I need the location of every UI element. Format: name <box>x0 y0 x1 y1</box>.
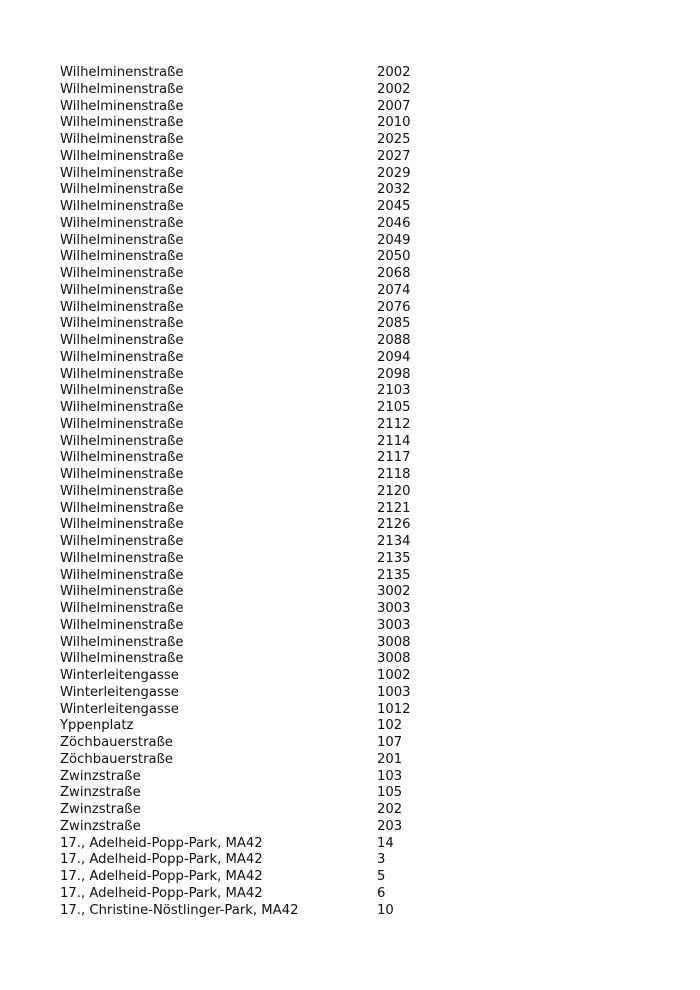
list-row <box>60 852 660 869</box>
entry-number: 107 <box>377 735 403 750</box>
entry-number: 202 <box>377 802 403 817</box>
entry-number: 2118 <box>377 467 411 482</box>
street-name: Wilhelminenstraße <box>60 81 184 97</box>
entry-number: 3 <box>377 852 386 868</box>
entry-number: 2117 <box>377 450 411 466</box>
street-name: Zwinzstraße <box>60 818 141 834</box>
list-row <box>60 484 660 501</box>
list-row <box>60 635 660 652</box>
street-name: Wilhelminenstraße <box>60 433 184 449</box>
list-row <box>60 99 660 116</box>
street-name: Wilhelminenstraße <box>60 148 184 164</box>
street-name: 17., Adelheid-Popp-Park, MA42 <box>60 852 263 868</box>
entry-number: 2135 <box>377 567 411 583</box>
list-row <box>60 886 660 903</box>
entry-number: 203 <box>377 818 403 834</box>
entry-number: 2027 <box>377 148 411 164</box>
entry-number: 2007 <box>377 98 411 114</box>
address-list <box>60 65 660 919</box>
street-name: Wilhelminenstraße <box>60 165 184 181</box>
list-row <box>60 802 660 819</box>
street-name: Wilhelminenstraße <box>60 416 184 432</box>
entry-number: 2068 <box>377 266 411 281</box>
entry-number: 2088 <box>377 333 411 348</box>
street-name: Wilhelminenstraße <box>60 500 184 516</box>
list-row <box>60 601 660 618</box>
entry-number: 2049 <box>377 232 411 248</box>
list-row <box>60 836 660 853</box>
entry-number: 2002 <box>377 81 411 97</box>
street-name: Wilhelminenstraße <box>60 316 184 332</box>
entry-number: 2085 <box>377 316 411 332</box>
entry-number: 2126 <box>377 517 411 533</box>
entry-number: 2098 <box>377 366 411 382</box>
list-row <box>60 283 660 300</box>
list-row <box>60 869 660 886</box>
list-row <box>60 434 660 451</box>
list-row <box>60 132 660 149</box>
street-name: Wilhelminenstraße <box>60 550 184 566</box>
list-row <box>60 300 660 317</box>
street-name: Zwinzstraße <box>60 785 141 801</box>
street-name: 17., Adelheid-Popp-Park, MA42 <box>60 835 263 851</box>
street-name: Wilhelminenstraße <box>60 349 184 365</box>
entry-number: 2112 <box>377 416 411 432</box>
street-name: Wilhelminenstraße <box>60 601 184 616</box>
entry-number: 1012 <box>377 701 411 717</box>
street-name: Wilhelminenstraße <box>60 651 184 667</box>
street-name: 17., Adelheid-Popp-Park, MA42 <box>60 869 263 884</box>
entry-number: 2120 <box>377 483 411 499</box>
entry-number: 2010 <box>377 115 411 131</box>
street-name: Wilhelminenstraße <box>60 333 184 348</box>
list-row <box>60 769 660 786</box>
entry-number: 2103 <box>377 383 411 399</box>
street-name: Wilhelminenstraße <box>60 534 184 549</box>
list-row <box>60 65 660 82</box>
street-name: Wilhelminenstraße <box>60 182 184 198</box>
street-name: Zöchbauerstraße <box>60 735 174 750</box>
list-row <box>60 216 660 233</box>
street-name: Wilhelminenstraße <box>60 517 184 533</box>
street-name: Wilhelminenstraße <box>60 199 184 214</box>
list-row <box>60 785 660 802</box>
entry-number: 2094 <box>377 349 411 365</box>
street-name: Wilhelminenstraße <box>60 215 184 231</box>
list-row <box>60 417 660 434</box>
entry-number: 2134 <box>377 534 411 549</box>
entry-number: 105 <box>377 785 403 801</box>
entry-number: 3008 <box>377 634 411 650</box>
list-row <box>60 400 660 417</box>
street-name: Wilhelminenstraße <box>60 383 184 399</box>
list-row <box>60 903 660 920</box>
list-row <box>60 333 660 350</box>
list-row <box>60 199 660 216</box>
list-row <box>60 501 660 518</box>
street-name: Wilhelminenstraße <box>60 232 184 248</box>
street-name: Yppenplatz <box>60 718 134 734</box>
list-row <box>60 115 660 132</box>
entry-number: 2074 <box>377 282 411 298</box>
entry-number: 3003 <box>377 617 411 633</box>
street-name: Winterleitengasse <box>60 668 179 683</box>
list-row <box>60 685 660 702</box>
list-row <box>60 568 660 585</box>
list-row <box>60 551 660 568</box>
list-row <box>60 752 660 769</box>
street-name: Wilhelminenstraße <box>60 584 184 600</box>
entry-number: 201 <box>377 751 403 767</box>
street-name: Zöchbauerstraße <box>60 751 174 767</box>
street-name: Wilhelminenstraße <box>60 249 184 265</box>
street-name: Wilhelminenstraße <box>60 366 184 382</box>
entry-number: 2029 <box>377 165 411 181</box>
entry-number: 2046 <box>377 215 411 231</box>
entry-number: 102 <box>377 718 403 734</box>
list-row <box>60 534 660 551</box>
entry-number: 14 <box>377 835 394 851</box>
entry-number: 2105 <box>377 400 411 415</box>
street-name: Wilhelminenstraße <box>60 282 184 298</box>
street-name: Wilhelminenstraße <box>60 450 184 466</box>
list-row <box>60 651 660 668</box>
entry-number: 2114 <box>377 433 411 449</box>
list-row <box>60 668 660 685</box>
entry-number: 1003 <box>377 684 411 700</box>
list-row <box>60 702 660 719</box>
street-name: Winterleitengasse <box>60 684 179 700</box>
list-row <box>60 182 660 199</box>
street-name: Wilhelminenstraße <box>60 115 184 131</box>
entry-number: 1002 <box>377 668 411 683</box>
entry-number: 2025 <box>377 132 411 147</box>
entry-number: 2135 <box>377 550 411 566</box>
street-name: Zwinzstraße <box>60 802 141 817</box>
entry-number: 5 <box>377 869 386 884</box>
list-row <box>60 316 660 333</box>
entry-number: 103 <box>377 768 403 784</box>
list-row <box>60 735 660 752</box>
list-row <box>60 82 660 99</box>
street-name: Wilhelminenstraße <box>60 467 184 482</box>
entry-number: 3008 <box>377 651 411 667</box>
street-name: Zwinzstraße <box>60 768 141 784</box>
list-row <box>60 718 660 735</box>
entry-number: 3002 <box>377 584 411 600</box>
list-row <box>60 266 660 283</box>
street-name: Wilhelminenstraße <box>60 567 184 583</box>
list-row <box>60 149 660 166</box>
entry-number: 2121 <box>377 500 411 516</box>
street-name: Wilhelminenstraße <box>60 400 184 415</box>
list-row <box>60 383 660 400</box>
list-row <box>60 233 660 250</box>
list-row <box>60 584 660 601</box>
list-row <box>60 350 660 367</box>
entry-number: 6 <box>377 885 386 901</box>
list-row <box>60 367 660 384</box>
street-name: Wilhelminenstraße <box>60 132 184 147</box>
street-name: Wilhelminenstraße <box>60 617 184 633</box>
list-row <box>60 517 660 534</box>
street-name: Wilhelminenstraße <box>60 65 184 80</box>
list-row <box>60 450 660 467</box>
entry-number: 2002 <box>377 65 411 80</box>
list-row <box>60 618 660 635</box>
entry-number: 10 <box>377 902 394 918</box>
street-name: Wilhelminenstraße <box>60 98 184 114</box>
list-row <box>60 249 660 266</box>
list-row <box>60 467 660 484</box>
list-row <box>60 166 660 183</box>
street-name: 17., Adelheid-Popp-Park, MA42 <box>60 885 263 901</box>
street-name: Wilhelminenstraße <box>60 299 184 315</box>
entry-number: 3003 <box>377 601 411 616</box>
entry-number: 2050 <box>377 249 411 265</box>
entry-number: 2032 <box>377 182 411 198</box>
entry-number: 2045 <box>377 199 411 214</box>
entry-number: 2076 <box>377 299 411 315</box>
street-name: 17., Christine-Nöstlinger-Park, MA42 <box>60 902 299 918</box>
street-name: Wilhelminenstraße <box>60 634 184 650</box>
street-name: Wilhelminenstraße <box>60 266 184 281</box>
list-row <box>60 819 660 836</box>
street-name: Wilhelminenstraße <box>60 483 184 499</box>
street-name: Winterleitengasse <box>60 701 179 717</box>
